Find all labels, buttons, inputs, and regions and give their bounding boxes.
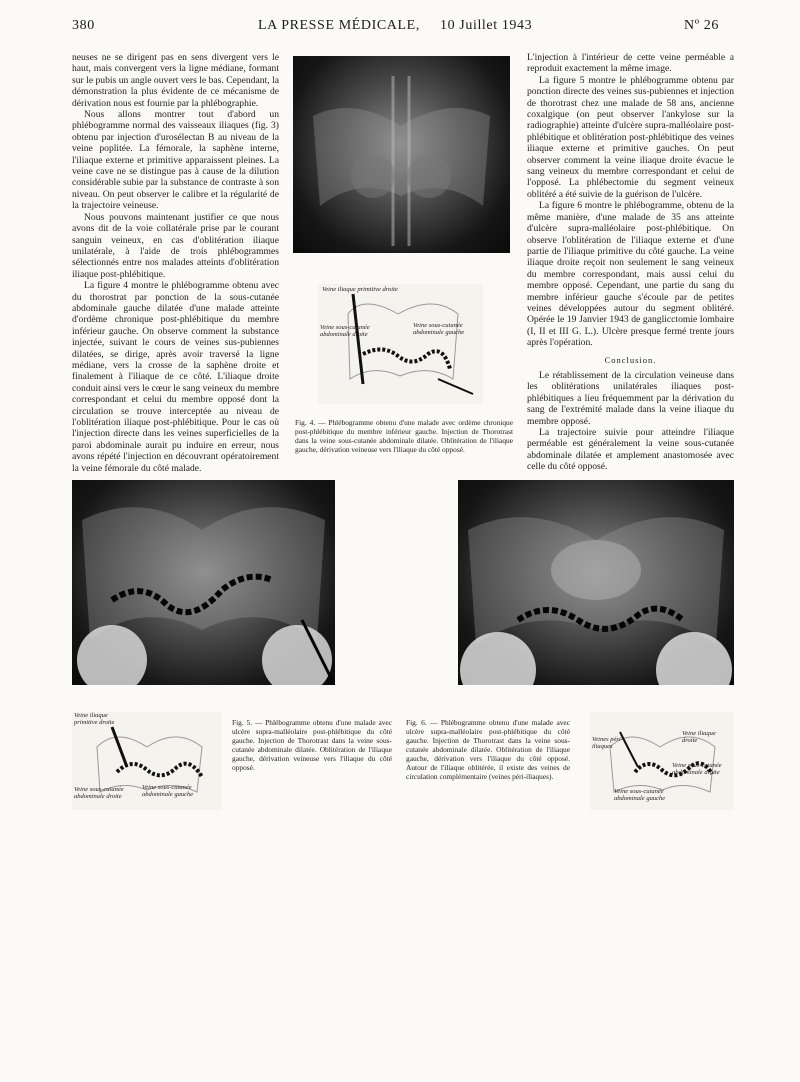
issue-number: Nº 26: [684, 18, 719, 33]
fig5-label: Veine sous-cutanée abdominale gauche: [142, 784, 194, 798]
paragraph: Nous allons montrer tout d'abord un phlébogramme normal des vaisseaux iliaques (fig. 3) obtenu par injection d'urosélectan B au niveau de la veine poplitée. La fémorale, la saphène interne, l'iliaque externe et primitive apparaissent pleines. La veine cave ne se distingue pas à cause de la dilution considérable subie par la substance de contraste à son niveau. On peut observer le calibre et la régularité de la trajectoire veineuse.: [72, 109, 279, 212]
pelvis-shape: [293, 56, 510, 253]
right-column: [527, 52, 734, 473]
paragraph: Nous pouvons maintenant justifier ce que nous avons dit de la voie collatérale prise par le courant sanguin veineux, en cas d'oblitération iliaque unilatérale, à l'aide de trois phlébogrammes sélectionnés entre nos malades atteints d'oblitération iliaque post-phlébitique.: [72, 211, 279, 280]
fig5-label: Veine sous-cutanée abdominale droite: [74, 786, 124, 800]
fig5-label: Veine iliaque primitive droite: [74, 712, 115, 726]
figure-5-caption: Fig. 5. — Phlébogramme obtenu d'une malade avec ulcère supra-malléolaire post-phlébitique du côté gauche. Injection de Thorotrast dans la veine sous-cutanée abdominale dilatée. Oblitération de l'iliaque gauche, dérivation veineuse vers l'iliaque du côté opposé.: [232, 718, 392, 772]
fig4-label: Veine sous-cutanée abdominale droite: [320, 324, 370, 338]
figure-3-xray: [293, 56, 510, 253]
figure-6-diagram: [590, 712, 734, 810]
paragraph: La figure 6 montre le phlébogramme, obtenu de la même manière, d'une malade de 35 ans atteinte d'ulcère supra-malléolaire post-phlébitique. On observe l'oblitération de l'iliaque externe et d'une partie de l'iliaque primitive du côté gauche. La veine iliaque droite reçoit non seulement le sang veineux du membre correspondant, mais aussi celui du membre opposé. Cependant, une partie du sang du membre inférieur gauche s'écoule par de petites veines développées autour du segment oblitéré. Opérée le 19 Janvier 1943 de ganglicctomie lombaire (I, II et III G. L.). Ulcère presque fermé trente jours après l'opération.: [527, 200, 734, 349]
fig4-label: Veine iliaque primitive droite: [322, 286, 398, 293]
figure-5-xray: [72, 480, 335, 685]
paragraph: neuses ne se dirigent pas en sens divergent vers le haut, mais convergent vers la ligne médiane, formant sur le pubis un angle ouvert vers le bas. Cependant, la démonstration la plus évidente de ce mécanisme de dérivation nous est fournie par la phlébographie.: [72, 52, 279, 109]
pelvis-shape: [458, 480, 734, 685]
fig6-label: Veines péri-iliaques: [592, 736, 623, 750]
paragraph: La figure 4 montre le phlébogramme obtenu avec du thorostrat par ponction de la sous-cutanée abdominale gauche dilatée d'une malade atteinte d'ordème chronique post-phlébitique du membre inférieur gauche. On observe comment la substance injectée, suivant le cours de veines sus-pubiennes dilatées, se dirige, après avoir traversé la ligne médiane, vers la crosse de la saphène droite et finalement à l'iliaque de ce côté. L'iliaque droite conduit ainsi vers le cœur le sang veineux du membre correspondant et celui du membre opposé dont la circulation se trouve interceptée au niveau de l'oblitération iliaque post-phlébitique. Pour le cas où l'injection directe dans les veines superficielles de la paroi abdominale aurait pu induire en erreur, nous avons répété l'injection en découvrant opératoirement la veine fémorale du côté malade.: [72, 280, 279, 474]
page-number: 380: [72, 18, 95, 33]
fig6-label: Veine sous-cutanée abdominale droite: [672, 762, 722, 776]
conclusion-heading: Conclusion.: [604, 354, 657, 365]
figure-5-diagram: [72, 712, 222, 810]
paragraph: La figure 5 montre le phlébogramme obtenu par ponction directe des veines sus-pubiennes et injection de thorotrast chez une malade de 58 ans, ancienne coxalgique (on peut observer l'ankylose sur la radiographie) atteinte d'ulcère supra-malléolaire post-phlébitique et oblitération post-phlébitique des veines iliaque externe et primitive gauches. On peut observer comment la veine iliaque droite évacue le sang veineux du membre correspondant et celui de l'opposé. La phlébectomie du segment veineux oblitéré a été suivie de la guérison de l'ulcère.: [527, 74, 734, 200]
pelvis-shape: [72, 480, 335, 685]
figure-6-xray: [458, 480, 734, 685]
paragraph: La trajectoire suivie pour atteindre l'iliaque perméable est généralement la veine sous-cutanée abdominale dilatée et amplement anastomosée avec celle du côté opposé.: [527, 427, 734, 473]
fig4-label: Veine sous-cutanée abdominale gauche: [413, 322, 465, 336]
figure-4-caption: Fig. 4. — Phlébogramme obtenu d'une malade avec ordème chronique post-phlébitique du membre inférieur gauche. Injection de Thorotrast dans la veine sous-cutanée abdominale dilatée. Oblitération de l'iliaque gauche, dérivation veineuse vers l'iliaque du côté opposé.: [295, 418, 513, 454]
figure-4-diagram: [318, 284, 483, 404]
fig6-label: Veine iliaque droite: [682, 730, 716, 744]
fig6-label: Veine sous-cutanée abdominale gauche: [614, 788, 666, 802]
left-column: [72, 52, 279, 474]
issue-date: 10 Juillet 1943: [440, 18, 533, 33]
journal-title: LA PRESSE MÉDICALE,: [258, 18, 420, 33]
paragraph: Le rétablissement de la circulation veineuse dans les oblitérations unilatérales iliaques post-phlébitiques a lieu fréquemment par la dérivation du sang de l'extrémité malade dans la veine iliaque du membre opposé.: [527, 369, 734, 427]
paragraph: L'injection à l'intérieur de cette veine perméable a reproduit exactement la même image.: [527, 52, 734, 75]
figure-6-caption: Fig. 6. — Phlébogramme obtenu d'une malade avec ulcère supra-malléolaire post-phlébitique du côté gauche. Injection de Thorotrast dans la veine sous-cutanée abdominale dilatée. Oblitération de l'iliaque gauche, dérivation vers l'iliaque du côté opposé. Autour de l'iliaque oblitérée, il existe des veines de circulation complémentaire (veines péri-iliaques).: [406, 718, 570, 781]
